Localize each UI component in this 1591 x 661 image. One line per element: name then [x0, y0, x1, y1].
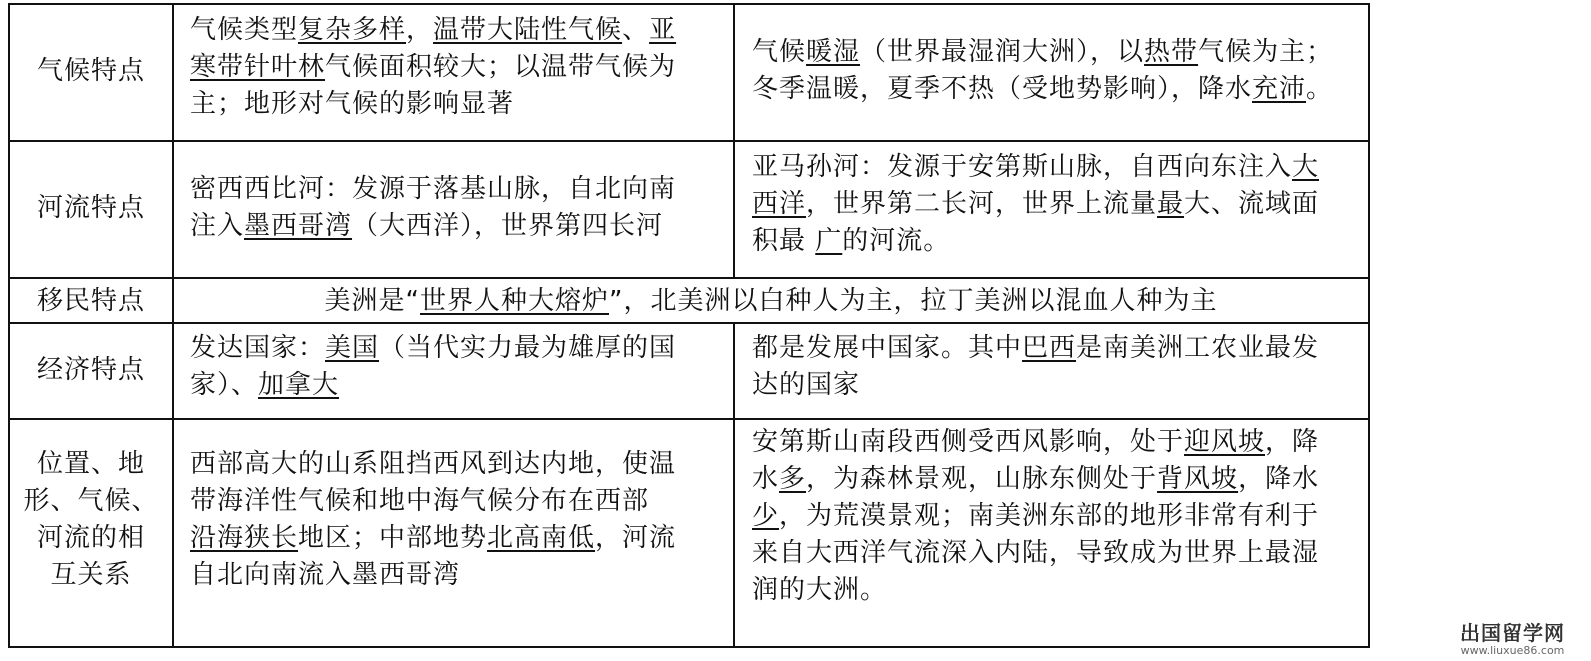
north-america-relations: [190, 446, 676, 594]
text-line: 都是发展中国家。其中巴西是南美洲工农业最发: [752, 333, 1320, 363]
text-line: 美洲是“世界人种大熔炉”，北美洲以白种人为主，拉丁美洲以混血人种为主: [324, 286, 1218, 316]
rule-top: [8, 3, 1370, 5]
north-america-climate: [190, 12, 676, 123]
rule-right: [1368, 3, 1370, 648]
text-line: 气候类型复杂多样，温带大陆性气候、亚: [190, 15, 677, 45]
text-line: 家）、加拿大: [190, 370, 340, 400]
text-line: 冬季温暖，夏季不热（受地势影响），降水充沛。: [752, 74, 1334, 104]
rule-bottom: [8, 646, 1370, 648]
text-line: 发达国家：美国（当代实力最为雄厚的国: [190, 333, 677, 363]
rule-4: [8, 418, 1370, 420]
north-america-economy: [190, 330, 676, 404]
text-line: 沿海狭长地区；中部地势北高南低，河流: [190, 523, 677, 553]
south-america-relations: [752, 424, 1319, 609]
row-label-climate: 气候特点: [36, 56, 145, 86]
text-line: 少，为荒漠景观；南美洲东部的地形非常有利于: [752, 501, 1320, 531]
text-line: 注入墨西哥湾（大西洋），世界第四长河: [190, 211, 664, 241]
text-line: 西部高大的山系阻挡西风到达内地，使温: [190, 449, 677, 479]
row-label-economy: 经济特点: [36, 355, 145, 385]
text-line: 西洋，世界第二长河，世界上流量最大、流域面: [752, 189, 1320, 219]
text-line: 积最 广的河流。: [752, 226, 951, 256]
rule-middle-upper: [733, 3, 735, 279]
rule-3: [8, 322, 1370, 324]
text-line: 安第斯山南段西侧受西风影响，处于迎风坡，降: [752, 427, 1320, 457]
south-america-climate: [752, 34, 1333, 108]
row-label-rivers: 河流特点: [36, 193, 145, 223]
watermark-url: www.liuxue86.com: [1460, 644, 1565, 657]
north-america-rivers: [190, 171, 676, 245]
row-label-relations: 位置、地 形、气候、 河流的相 互关系: [23, 449, 159, 590]
rule-1: [8, 140, 1370, 142]
row-label-migration: 移民特点: [36, 286, 145, 316]
text-line: 来自大西洋气流深入内陆，导致成为世界上最湿: [752, 538, 1320, 568]
text-line: 气候暖湿（世界最湿润大洲），以热带气候为主；: [752, 37, 1334, 67]
watermark-text: 出国留学网: [1460, 621, 1565, 645]
text-line: 润的大洲。: [752, 575, 888, 605]
rule-2: [8, 277, 1370, 279]
text-line: 主；地形对气候的影响显著: [190, 89, 515, 119]
text-line: 水多，为森林景观，山脉东侧处于背风坡，降水: [752, 464, 1320, 494]
text-line: 自北向南流入墨西哥湾: [190, 560, 461, 590]
text-line: 寒带针叶林气候面积较大；以温带气候为: [190, 52, 677, 82]
rule-middle-lower: [733, 322, 735, 648]
site-watermark: [1460, 617, 1565, 657]
south-america-economy: [752, 330, 1319, 404]
south-america-rivers: [752, 149, 1319, 260]
text-line: 带海洋性气候和地中海气候分布在西部: [190, 486, 650, 516]
text-line: 亚马孙河：发源于安第斯山脉，自西向东注入大: [752, 152, 1320, 182]
text-line: 密西西比河：发源于落基山脉，自北向南: [190, 174, 677, 204]
rule-label-divider: [172, 3, 174, 648]
text-line: 达的国家: [752, 370, 861, 400]
migration-text: [174, 283, 1368, 320]
